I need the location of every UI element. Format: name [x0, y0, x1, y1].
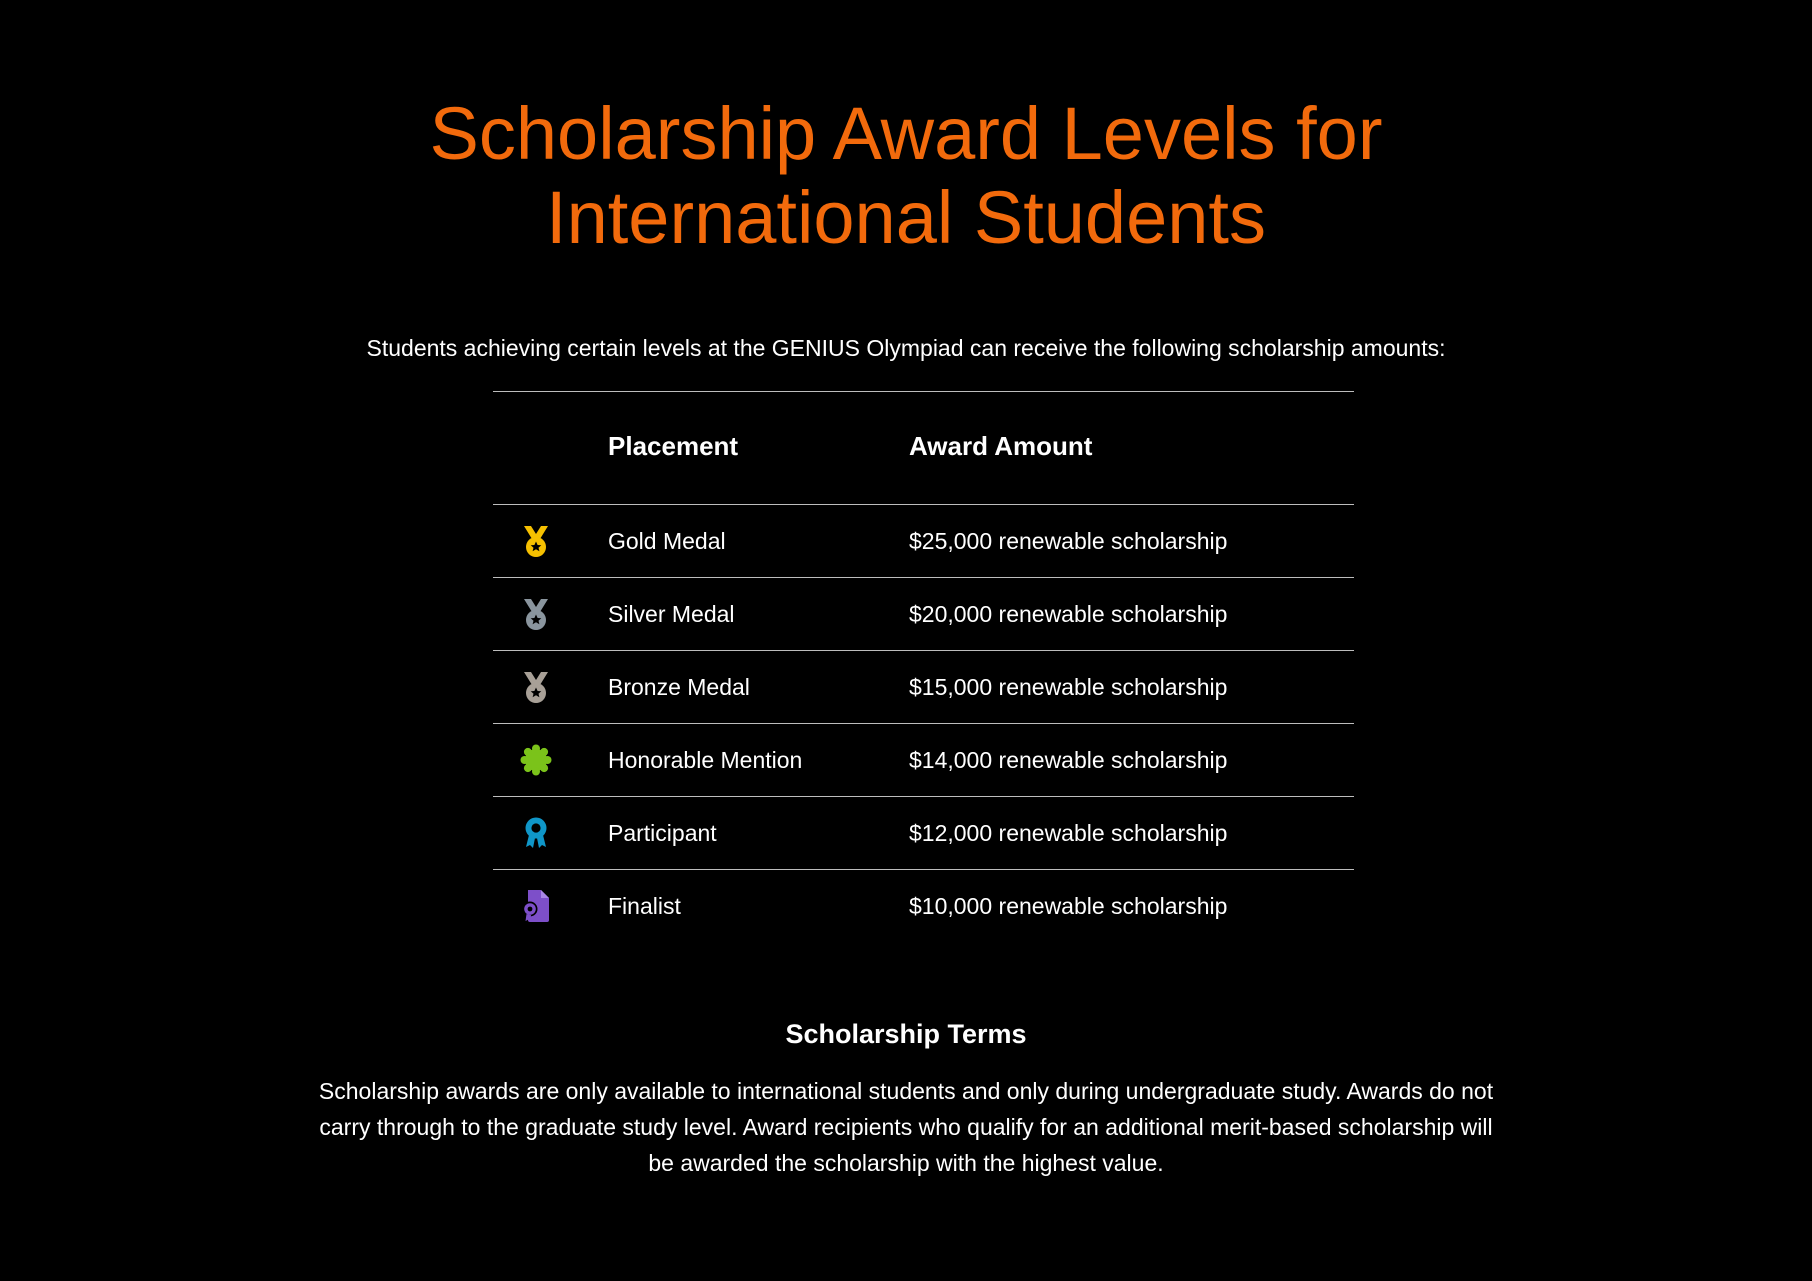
placement-cell: Gold Medal [608, 527, 726, 554]
column-header-placement: Placement [608, 431, 739, 461]
row-icon-cell [493, 578, 608, 651]
column-header-icon [493, 392, 608, 505]
terms-heading: Scholarship Terms [785, 1019, 1027, 1049]
award-cell: $14,000 renewable scholarship [909, 746, 1228, 773]
table-row [493, 797, 1354, 870]
award-cell: $25,000 renewable scholarship [909, 527, 1228, 554]
row-icon-cell [493, 797, 608, 870]
table-row [493, 505, 1354, 578]
row-icon-cell [493, 870, 608, 943]
silver-medal-icon [520, 597, 552, 631]
award-cell: $12,000 renewable scholarship [909, 819, 1228, 846]
certificate-icon [520, 889, 552, 923]
placement-cell: Silver Medal [608, 600, 735, 627]
award-cell: $10,000 renewable scholarship [909, 892, 1228, 919]
gold-medal-icon [520, 524, 552, 558]
award-table [493, 391, 1354, 943]
placement-cell: Participant [608, 819, 717, 846]
column-header-award: Award Amount [909, 431, 1093, 461]
table-header-row [493, 392, 1354, 505]
award-cell: $20,000 renewable scholarship [909, 600, 1228, 627]
terms-body: Scholarship awards are only available to international students and only during undergraduate study. Awards do not carry through to the graduate study level. Award recipients who qualify for an additional merit-based scholarship will be awarded the scholarship with the highest value. [318, 1078, 1494, 1176]
intro-text: Students achieving certain levels at the GENIUS Olympiad can receive the following scholarship amounts: [366, 335, 1446, 361]
row-icon-cell [493, 724, 608, 797]
placement-cell: Honorable Mention [608, 746, 803, 773]
award-cell: $15,000 renewable scholarship [909, 673, 1228, 700]
award-ribbon-icon [520, 816, 552, 850]
table-row [493, 578, 1354, 651]
table-row [493, 651, 1354, 724]
row-icon-cell [493, 505, 608, 578]
bronze-medal-icon [520, 670, 552, 704]
page-title: Scholarship Award Levels for International Students [429, 92, 1383, 259]
table-row [493, 870, 1354, 943]
seal-badge-icon [520, 743, 552, 777]
row-icon-cell [493, 651, 608, 724]
placement-cell: Bronze Medal [608, 673, 750, 700]
placement-cell: Finalist [608, 892, 681, 919]
table-row [493, 724, 1354, 797]
